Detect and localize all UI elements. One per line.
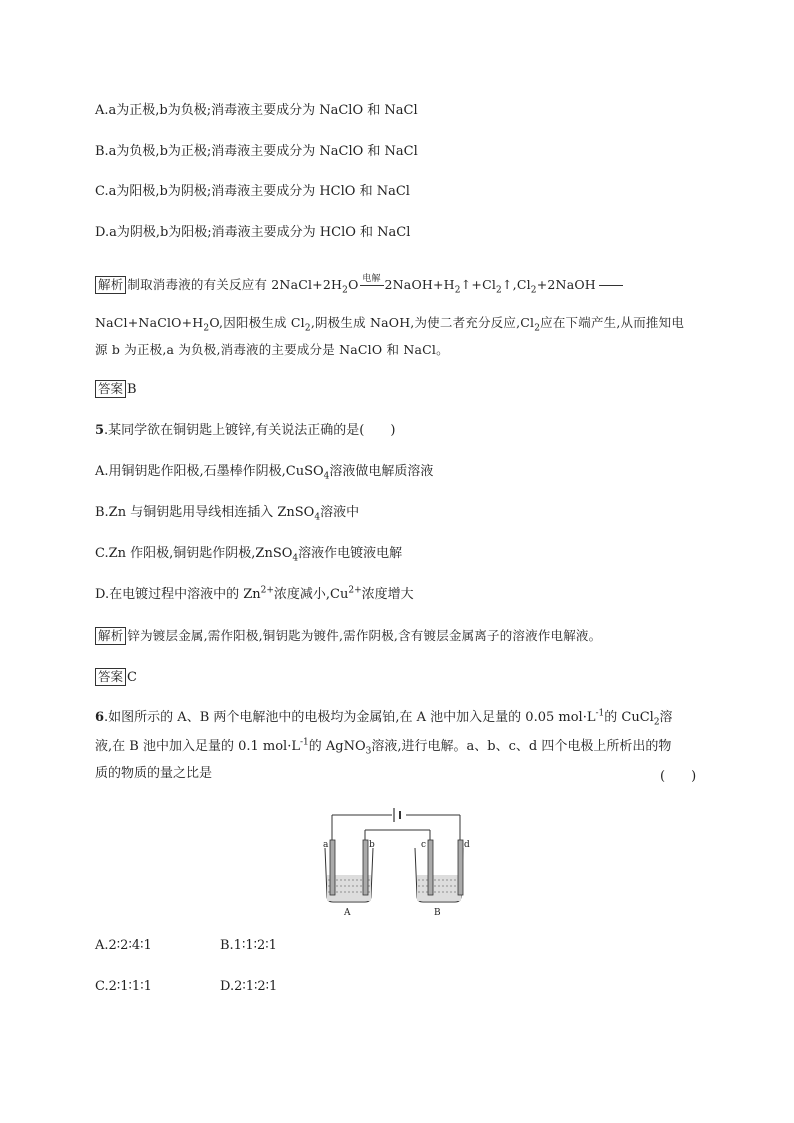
cell-label-a: A [344,908,351,918]
analysis-tag: 解析 [95,627,126,645]
q5-option-a: A.用铜钥匙作阳极,石墨棒作阴极,CuSO$_4$溶液做电解质溶液 [95,464,434,482]
q5-option-d: D.在电镀过程中溶液中的 $Zn^{2+}$浓度减小$,Cu^{2+}$浓度增大 [95,585,414,602]
q4-option-c: C.a为阳极,b为阴极;消毒液主要成分为 HClO 和 NaCl [95,184,410,199]
q5-answer: 答案 C [95,668,137,687]
q4-option-a: A.a为正极,b为负极;消毒液主要成分为 NaClO 和 NaCl [95,103,418,118]
label-c: c [421,840,427,850]
q4-answer [95,380,137,399]
answer-tag: 答案 [95,668,126,686]
electrode-d [458,840,463,895]
q6-option-b: B.1∶1∶2∶1 [220,938,277,953]
q4-option-b: B.a为负极,b为正极;消毒液主要成分为 NaClO 和 NaCl [95,144,418,159]
cell-label-b: B [434,908,441,918]
analysis-text: 制取消毒液的有关反应有 2NaCl+2H [127,277,343,292]
electrode-a [330,840,335,895]
q5-analysis: 解析 锌为镀层金属,需作阳极,铜钥匙为镀件,需作阴极,含有镀层金属离子的溶液作电解液。 [95,627,601,645]
q4-analysis-line3: 源 b 为正极,a 为负极,消毒液的主要成分是 NaClO 和 NaCl。 [95,342,449,357]
q6-stem-line2: 液,在 B 池中加入足量的 0.1 $mol\cdot L^{-1}$的 AgNO$_3$溶液,进行电解。a、b、c、d 四个电极上所析出的物 [95,737,672,757]
q4-analysis-line1: 解析 制取消毒液的有关反应有 $2NaCl+2H_2O$ 电解 $2NaOH+H_2↑+Cl_2↑,Cl_2+2NaOH$ [95,276,623,294]
q6-option-c: C.2∶1∶1∶1 [95,979,152,994]
q4-option-d: D.a为阴极,b为阳极;消毒液主要成分为 HClO 和 NaCl [95,225,411,240]
q5-stem: 5.某同学欲在铜钥匙上镀锌,有关说法正确的是( ) [95,423,396,438]
electrolysis-arrow: 电解 [359,276,385,294]
electrode-c [428,840,433,895]
q5-option-b: B.Zn 与铜钥匙用导线相连插入 ZnSO$_4$溶液中 [95,505,360,523]
q6-stem-line3: 质的物质的量之比是 [95,766,213,781]
q6-stem-line1: 6.如图所示的 A、B 两个电解池中的电极均为金属铂,在 A 池中加入足量的 0.05 $mol\cdot L^{-1}$的 CuCl$_2$溶 [95,708,673,728]
q6-option-d: D.2∶1∶2∶1 [220,979,278,994]
equation-bar [599,285,623,286]
label-b: b [369,840,375,850]
q5-option-c: C.Zn 作阳极,铜钥匙作阴极,ZnSO$_4$溶液作电镀液电解 [95,546,403,564]
electrode-b [363,840,368,895]
q4-analysis-line2: $NaCl+NaClO+H_2O$,因阳极生成 $Cl_2$,阴极生成 NaOH,为使二者充分反应$,Cl_2$应在下端产生,从而推知电 [95,315,685,334]
electrolysis-figure [320,800,480,920]
label-a: a [323,840,329,850]
answer-tag: 答案 [95,380,126,398]
q6-option-a: A.2∶2∶4∶1 [95,938,152,953]
answer-blank: ( ) [660,769,697,784]
label-d: d [464,840,470,850]
analysis-tag: 解析 [95,276,126,294]
answer-value: B [127,382,137,397]
